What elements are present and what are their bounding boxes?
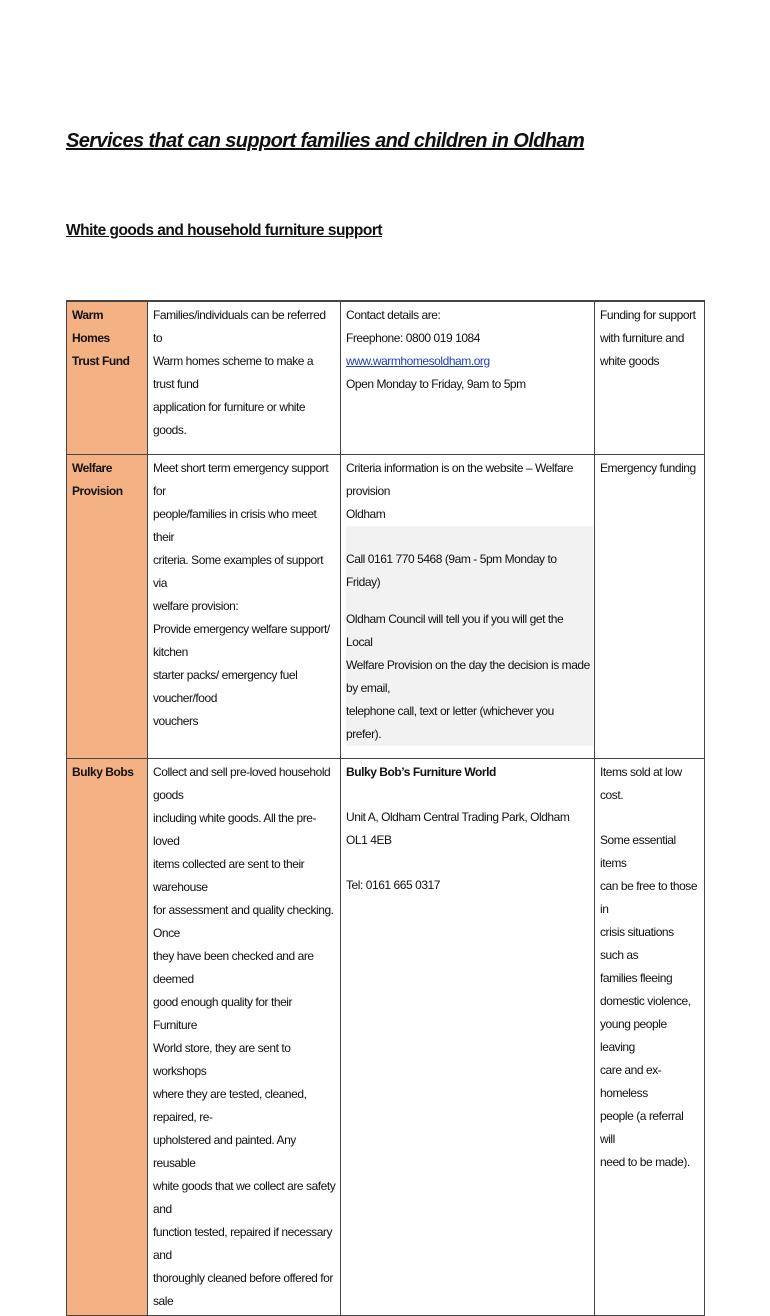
description-line: where they are tested, cleaned, repaired, re- xyxy=(153,1087,307,1124)
description-line: for assessment and quality checking. Once xyxy=(153,903,334,940)
description-line: they have been checked and are deemed xyxy=(153,949,314,986)
service-description-cell xyxy=(148,301,341,455)
funding-line: crisis situations such as xyxy=(600,925,674,962)
funding-cell xyxy=(595,455,705,759)
service-name-cell xyxy=(67,455,148,759)
description-line: Meet short term emergency support for xyxy=(153,461,329,498)
description-line: function tested, repaired if necessary and xyxy=(153,1225,333,1262)
description-line: including white goods. All the pre-loved xyxy=(153,811,317,848)
notice-line: Oldham Council will tell you if you will get the Local xyxy=(346,612,564,649)
funding-line: can be free to those in xyxy=(600,879,698,916)
funding-line: domestic violence, xyxy=(600,994,691,1008)
service-name: Trust Fund xyxy=(72,354,130,368)
description-line: Warm homes scheme to make a trust fund xyxy=(153,354,314,391)
table-row xyxy=(67,455,705,759)
funding-line: Emergency funding xyxy=(600,461,696,475)
description-line: criteria. Some examples of support via xyxy=(153,553,324,590)
description-line: items collected are sent to their warehouse xyxy=(153,857,305,894)
page-title: Services that can support families and children in Oldham xyxy=(66,130,585,152)
funding-line: families fleeing xyxy=(600,971,673,985)
description-line: white goods that we collect are safety and xyxy=(153,1179,336,1216)
funding-line: white goods xyxy=(600,354,660,368)
funding-line: with furniture and xyxy=(600,331,684,345)
website-link[interactable]: www.warmhomesoldham.org xyxy=(346,354,490,368)
table-row xyxy=(67,759,705,1316)
funding-line: care and ex-homeless xyxy=(600,1063,662,1100)
contact-intro: Contact details are: xyxy=(346,308,441,322)
funding-cell xyxy=(595,301,705,455)
section-heading: White goods and household furniture support xyxy=(66,222,383,239)
service-name: Bulky Bobs xyxy=(72,765,134,779)
contact-details-cell xyxy=(341,455,595,759)
funding-line: Items sold at low cost. xyxy=(600,765,682,802)
criteria-line: Oldham xyxy=(346,507,386,521)
service-name: Provision xyxy=(72,484,123,498)
contact-address: Unit A, Oldham Central Trading Park, Oldham OL1 4EB xyxy=(346,810,570,847)
description-line: thoroughly cleaned before offered for sale xyxy=(153,1271,333,1308)
service-description-cell xyxy=(148,455,341,759)
description-line: upholstered and painted. Any reusable xyxy=(153,1133,296,1170)
funding-line: people (a referral will xyxy=(600,1109,684,1146)
description-line: Collect and sell pre-loved household goods xyxy=(153,765,331,802)
description-line: good enough quality for their Furniture xyxy=(153,995,293,1032)
store-name: Bulky Bob’s Furniture World xyxy=(346,765,496,779)
funding-line: young people leaving xyxy=(600,1017,667,1054)
contact-phone: Tel: 0161 665 0317 xyxy=(346,878,440,892)
description-line: vouchers xyxy=(153,714,199,728)
services-table xyxy=(66,300,705,1316)
description-line: World store, they are sent to workshops xyxy=(153,1041,291,1078)
notice-line: telephone call, text or letter (whichever you prefer). xyxy=(346,704,554,741)
contact-phone: Call 0161 770 5468 (9am - 5pm Monday to Friday) xyxy=(346,552,557,589)
funding-line: need to be made). xyxy=(600,1155,690,1169)
notice-line: Welfare Provision on the day the decision is made by email, xyxy=(346,658,590,695)
funding-line: Funding for support xyxy=(600,308,696,322)
table-row xyxy=(67,301,705,455)
description-line: Families/individuals can be referred to xyxy=(153,308,326,345)
contact-details-cell xyxy=(341,759,595,1316)
contact-hours: Open Monday to Friday, 9am to 5pm xyxy=(346,377,526,391)
service-name-cell xyxy=(67,301,148,455)
description-line: welfare provision: xyxy=(153,599,239,613)
contact-phone: Freephone: 0800 019 1084 xyxy=(346,331,480,345)
service-name: Welfare xyxy=(72,461,112,475)
funding-cell xyxy=(595,759,705,1316)
service-description-cell xyxy=(148,759,341,1316)
service-name: Warm Homes xyxy=(72,308,110,345)
contact-details-cell xyxy=(341,301,595,455)
description-line: people/families in crisis who meet their xyxy=(153,507,317,544)
service-name-cell xyxy=(67,759,148,1316)
criteria-line: Criteria information is on the website – Welfare provision xyxy=(346,461,573,498)
description-line: starter packs/ emergency fuel voucher/food xyxy=(153,668,298,705)
contact-callout xyxy=(346,526,593,746)
funding-line: Some essential items xyxy=(600,833,676,870)
description-line: Provide emergency welfare support/ kitchen xyxy=(153,622,330,659)
description-line: application for furniture or white goods. xyxy=(153,400,306,437)
